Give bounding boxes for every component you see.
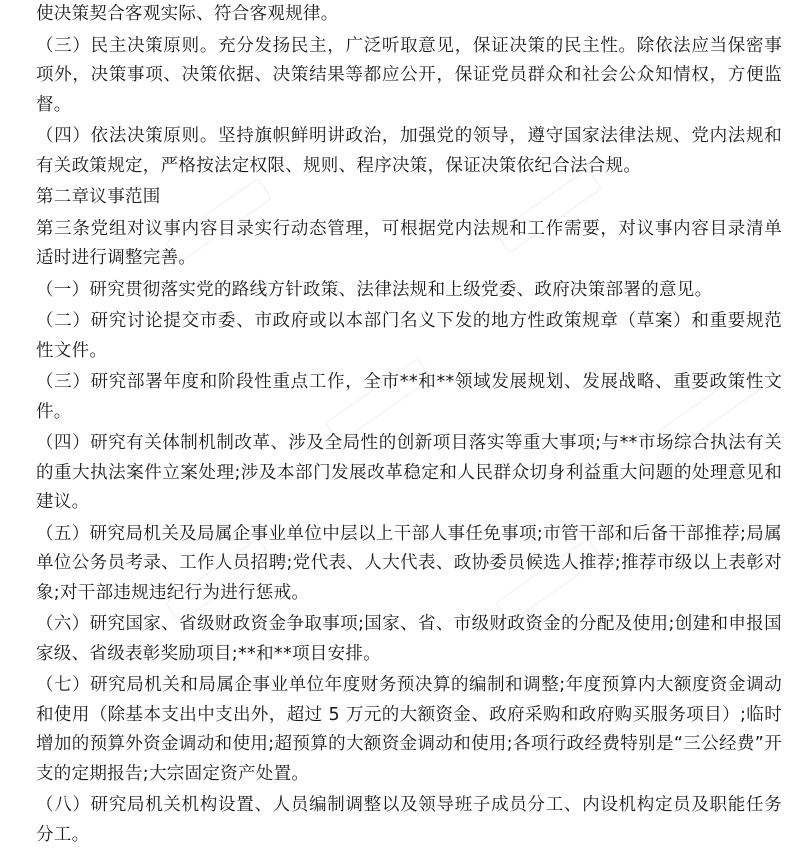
list-item-4: （四）研究有关体制机制改革、涉及全局性的创新项目落实等重大事项;与**市场综合执法有关的重大执法案件立案处理;涉及本部门发展改革稳定和人民群众切身利益重大问题的处理意见和建议。 bbox=[36, 433, 782, 512]
document-body bbox=[36, 0, 782, 852]
list-item-1: （一）研究贯彻落实党的路线方针政策、法律法规和上级党委、政府决策部署的意见。 bbox=[36, 279, 713, 300]
chapter-heading: 第二章议事范围 bbox=[36, 187, 161, 207]
list-item-5: （五）研究局机关及局属企事业单位中层以上干部人事任免事项;市管干部和后备干部推荐;局属单位公务员考录、工作人员招聘;党代表、人大代表、政协委员候选人推荐;推荐市级以上表彰对象;对干部违规违纪行为进行惩戒。 bbox=[36, 523, 782, 603]
list-item-7: （七）研究局机关和局属企事业单位年度财务预决算的编制和调整;年度预算内大额度资金调动和使用（除基本支出中支出外，超过 5 万元的大额资金、政府采购和政府购买服务项目）;临时增加的预算外资金调动和使用;超预算的大额资金调动和使用;各项行政经费特别是“三公经费”开支的定期报告;大宗固定资产处置。 bbox=[36, 675, 782, 784]
paragraph-legal-principle: （四）依法决策原则。坚持旗帜鲜明讲政治，加强党的领导，遵守国家法律法规、党内法规和有关政策规定，严格按法定权限、规则、程序决策，保证决策依纪合法合规。 bbox=[36, 126, 782, 176]
paragraph-article-three: 第三条党组对议事内容目录实行动态管理，可根据党内法规和工作需要，对议事内容目录清单适时进行调整完善。 bbox=[36, 218, 782, 268]
list-item-8: （八）研究局机关机构设置、人员编制调整以及领导班子成员分工、内设机构定员及职能任务分工。 bbox=[36, 795, 782, 845]
list-item-6: （六）研究国家、省级财政资金争取事项;国家、省、市级财政资金的分配及使用;创建和申报国家级、省级表彰奖励项目;**和**项目安排。 bbox=[36, 614, 782, 664]
paragraph-democratic-principle: （三）民主决策原则。充分发扬民主，广泛听取意见，保证决策的民主性。除依法应当保密事项外，决策事项、决策依据、决策结果等都应公开，保证党员群众和社会公众知情权，方便监督。 bbox=[36, 35, 782, 115]
list-item-3: （三）研究部署年度和阶段性重点工作，全市**和**领域发展规划、发展战略、重要政策性文件。 bbox=[36, 372, 782, 422]
paragraph-continuation: 使决策契合客观实际、符合客观规律。 bbox=[36, 4, 339, 24]
list-item-2: （二）研究讨论提交市委、市政府或以本部门名义下发的地方性政策规章（草案）和重要规范性文件。 bbox=[36, 311, 782, 361]
